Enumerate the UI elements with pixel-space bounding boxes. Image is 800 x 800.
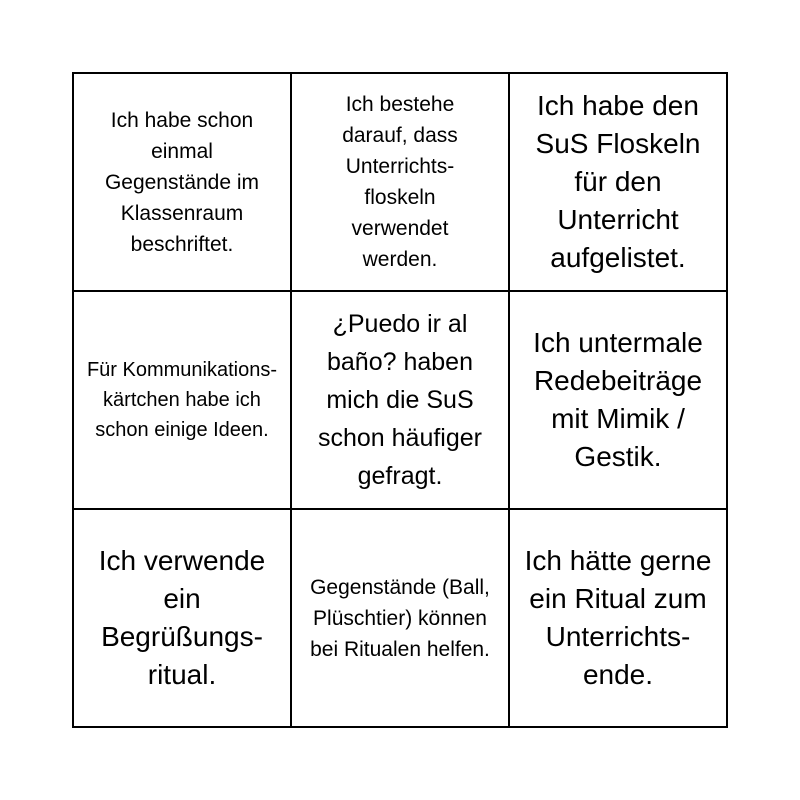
bingo-cell-8[interactable] — [292, 510, 510, 728]
bingo-cell-8-text: Gegenstände (Ball, Plüschtier) können bei Ritualen helfen. — [310, 575, 490, 661]
bingo-cell-3-text: Ich habe den SuS Floskeln für den Unterricht aufgelistet. — [535, 90, 701, 273]
bingo-cell-4-text: Für Kommunikations-kärtchen habe ich schon einige Ideen. — [86, 359, 278, 441]
bingo-cell-1-text: Ich habe schon einmal Gegenstände im Klassenraum beschriftet. — [104, 108, 260, 256]
bingo-cell-6[interactable] — [510, 292, 728, 510]
bingo-cell-9[interactable] — [510, 510, 728, 728]
bingo-cell-9-text: Ich hätte gerne ein Ritual zum Unterrichts-ende. — [524, 545, 712, 690]
bingo-cell-7[interactable] — [74, 510, 292, 728]
bingo-cell-5[interactable] — [292, 292, 510, 510]
bingo-board — [72, 72, 728, 728]
bingo-cell-3[interactable] — [510, 74, 728, 292]
bingo-cell-4[interactable] — [74, 292, 292, 510]
bingo-cell-5-text: ¿Puedo ir al baño? haben mich die SuS schon häufiger gefragt. — [317, 310, 482, 490]
bingo-cell-7-text: Ich verwende ein Begrüßungs-ritual. — [98, 545, 266, 690]
bingo-cell-2[interactable] — [292, 74, 510, 292]
bingo-cell-1[interactable] — [74, 74, 292, 292]
bingo-cell-2-text: Ich bestehe darauf, dass Unterrichts-floskeln verwendet werden. — [342, 93, 458, 271]
bingo-cell-6-text: Ich untermale Redebeiträge mit Mimik / Gestik. — [533, 327, 703, 472]
